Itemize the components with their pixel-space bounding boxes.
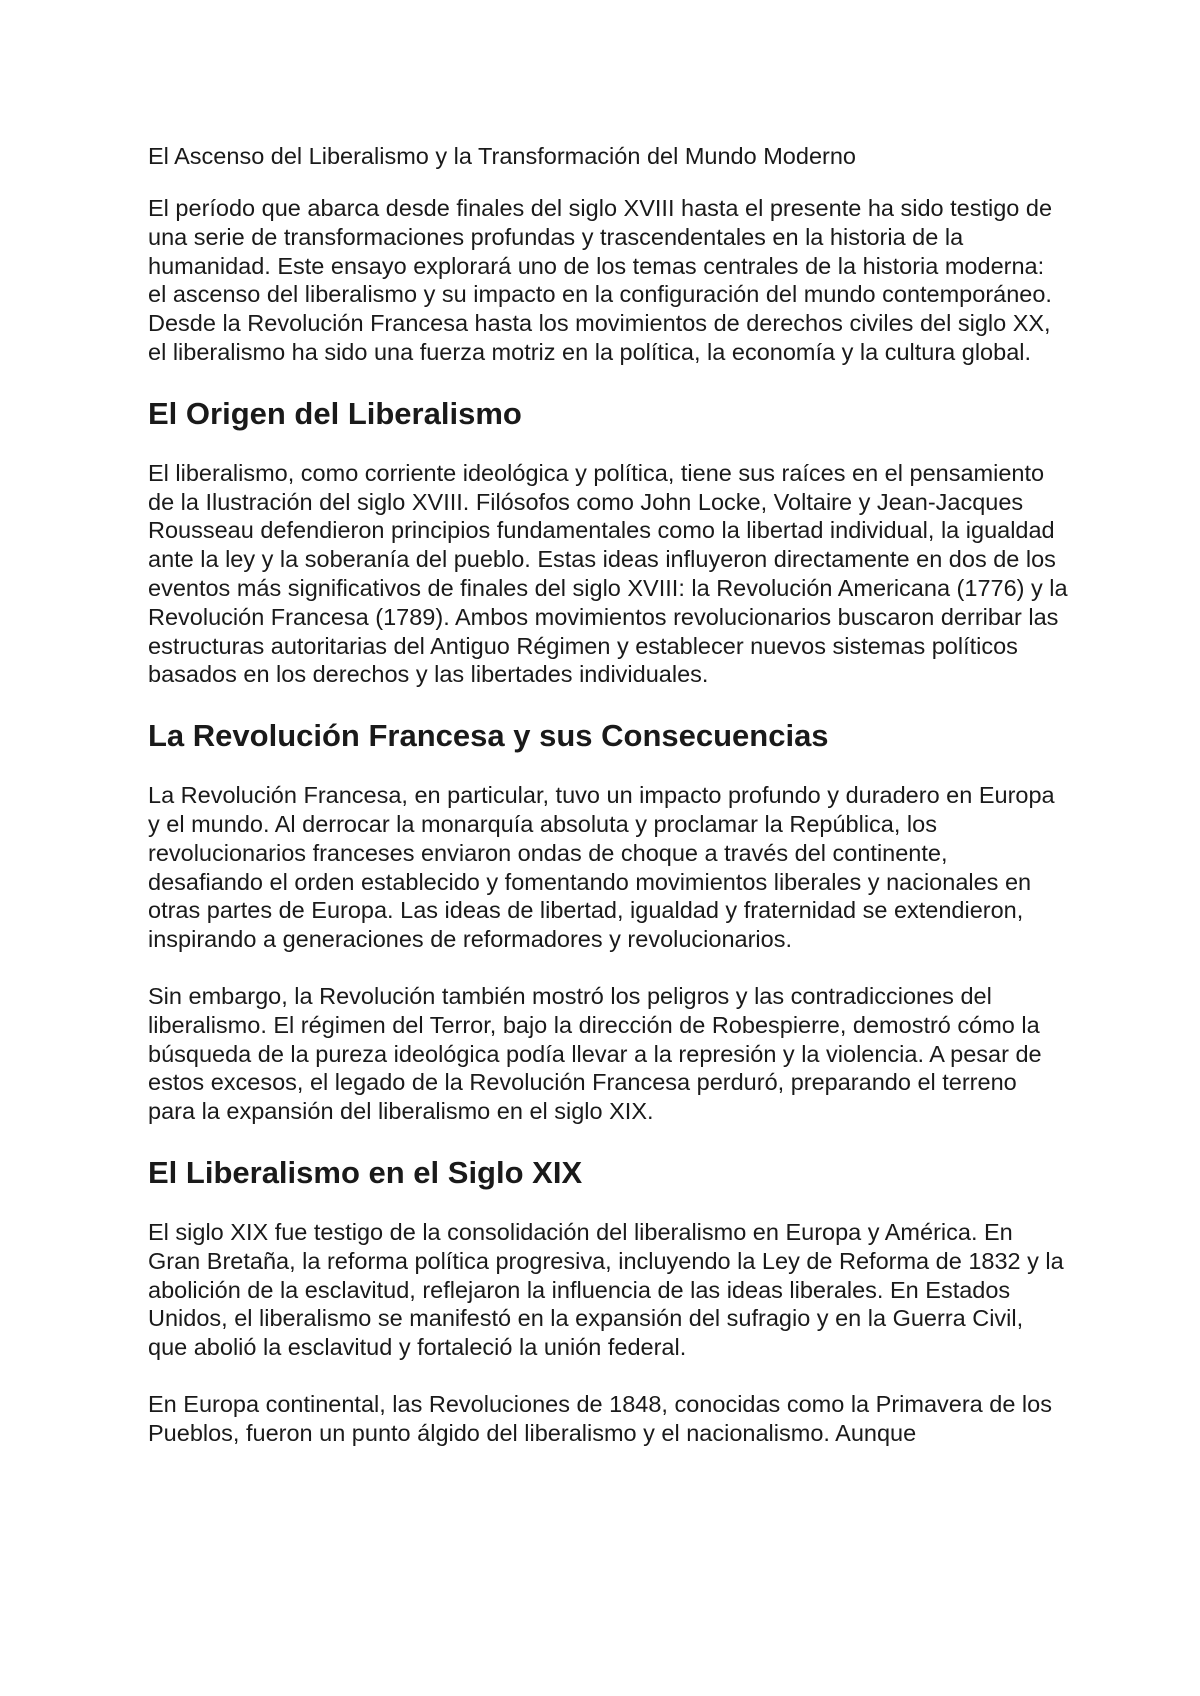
intro-paragraph: El período que abarca desde finales del siglo XVIII hasta el presente ha sido testigo de una serie de transformaciones profundas y trascendentales en la historia de la humanidad. Este ensayo explorará uno de los temas centrales de la historia moderna: el ascenso del liberalismo y su impacto en la configuración del mundo contemporáneo. Desde la Revolución Francesa hasta los movimientos de derechos civiles del siglo XX, el liberalismo ha sido una fuerza motriz en la política, la economía y la cultura global.	[148, 195, 1053, 365]
section-paragraph: En Europa continental, las Revoluciones de 1848, conocidas como la Primavera de los Pueblos, fueron un punto álgido del liberalismo y el nacionalismo. Aunque	[148, 1390, 1052, 1446]
section-revolucion-francesa	[148, 717, 1068, 1126]
section-paragraph: El liberalismo, como corriente ideológica y política, tiene sus raíces en el pensamiento de la Ilustración del siglo XVIII. Filósofos como John Locke, Voltaire y Jean-Jacques Rousseau defendieron principios fundamentales como la libertad individual, la igualdad ante la ley y la soberanía del pueblo. Estas ideas influyeron directamente en dos de los eventos más significativos de finales del siglo XVIII: la Revolución Americana (1776) y la Revolución Francesa (1789). Ambos movimientos revolucionarios buscaron derribar las estructuras autoritarias del Antiguo Régimen y establecer nuevos sistemas políticos basados en los derechos y las libertades individuales.	[148, 459, 1068, 688]
section-heading: El Origen del Liberalismo	[148, 395, 522, 431]
document-title: El Ascenso del Liberalismo y la Transformación del Mundo Moderno	[148, 143, 856, 169]
section-origen	[148, 395, 1068, 689]
section-heading: La Revolución Francesa y sus Consecuencias	[148, 718, 829, 754]
section-paragraph: La Revolución Francesa, en particular, tuvo un impacto profundo y duradero en Europa y el mundo. Al derrocar la monarquía absoluta y proclamar la República, los revolucionarios franceses enviaron ondas de choque a través del continente, desafiando el orden establecido y fomentando movimientos liberales y nacionales en otras partes de Europa. Las ideas de libertad, igualdad y fraternidad se extendieron, inspirando a generaciones de reformadores y revolucionarios.	[148, 782, 1055, 953]
section-paragraph: Sin embargo, la Revolución también mostró los peligros y las contradicciones del liberalismo. El régimen del Terror, bajo la dirección de Robespierre, demostró cómo la búsqueda de la pureza ideológica podía llevar a la represión y la violencia. A pesar de estos excesos, el legado de la Revolución Francesa perduró, preparando el terreno para la expansión del liberalismo en el siglo XIX.	[148, 982, 1042, 1125]
section-siglo-xix	[148, 1154, 1068, 1448]
section-paragraph: El siglo XIX fue testigo de la consolidación del liberalismo en Europa y América. En Gran Bretaña, la reforma política progresiva, incluyendo la Ley de Reforma de 1832 y la abolición de la esclavitud, reflejaron la influencia de las ideas liberales. En Estados Unidos, el liberalismo se manifestó en la expansión del sufragio y en la Guerra Civil, que abolió la esclavitud y fortaleció la unión federal.	[148, 1218, 1064, 1361]
section-heading: El Liberalismo en el Siglo XIX	[148, 1154, 583, 1190]
document-page	[148, 140, 1068, 1448]
